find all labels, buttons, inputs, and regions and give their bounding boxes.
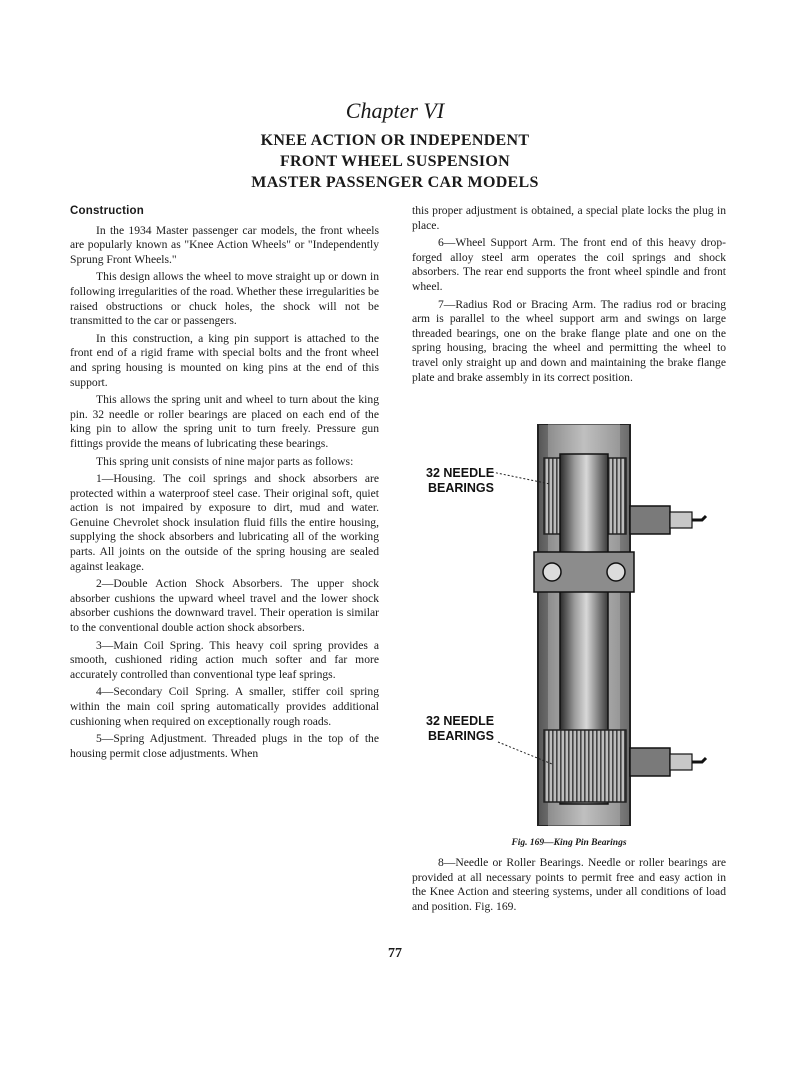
title-line: MASTER PASSENGER CAR MODELS bbox=[251, 174, 539, 191]
paragraph: 2—Double Action Shock Absorbers. The upper shock absorber cushions the upward wheel travel and the lower shock absorber cushions the downward travel. Their operation is similar to the conventional double action shock absorbers. bbox=[70, 577, 379, 635]
section-heading: Construction bbox=[70, 205, 144, 217]
callout-line: 32 NEEDLE bbox=[426, 466, 495, 480]
paragraph: 7—Radius Rod or Bracing Arm. The radius rod or bracing arm is parallel to the wheel support arm and swings on large threaded bearings, one on the brake flange plate and one on the spring housing, bracing the wheel and permitting the wheel to travel only straight up and down and maintaining the brake flange plate and brake assembly in its correct position. bbox=[412, 297, 726, 384]
paragraph: 6—Wheel Support Arm. The front end of this heavy drop-forged alloy steel arm operates the coil springs and shock absorbers. The rear end supports the front wheel spindle and front wheel. bbox=[412, 236, 726, 293]
title-line: KNEE ACTION OR INDEPENDENT bbox=[260, 132, 530, 149]
paragraph: This design allows the wheel to move straight up or down in following irregularities of the road. Whether these irregularities be raised obstructions or chuck holes, the shock will not be transmitted to the car or passengers. bbox=[70, 270, 379, 328]
page-title bbox=[0, 130, 790, 193]
paragraph: 1—Housing. The coil springs and shock absorbers are protected within a waterproof steel case. Their original soft, quiet action is not impaired by exposure to dirt, mud and water. Genuine Chevrolet shock insulation fluid fills the entire housing, supplying the shock absorbers and lubricating all of the working parts. All joints on the outside of the spring housing are sealed against leakage. bbox=[70, 472, 379, 573]
callout-line: BEARINGS bbox=[428, 481, 494, 495]
grease-fitting-bottom bbox=[630, 748, 706, 776]
paragraph: This spring unit consists of nine major parts as follows: bbox=[96, 454, 354, 468]
callout-top bbox=[426, 466, 494, 496]
paragraph: 4—Secondary Coil Spring. A smaller, stiffer coil spring within the main coil spring automatically provides additional cushioning when required on exceptionally rough roads. bbox=[70, 685, 379, 728]
right-column bbox=[412, 204, 726, 388]
paragraph: In the 1934 Master passenger car models, the front wheels are popularly known as "Knee Action Wheels" or "Independently Sprung Front Wheels." bbox=[70, 223, 379, 266]
right-column-bottom bbox=[412, 856, 726, 917]
grease-fitting-top bbox=[630, 506, 706, 534]
paragraph: 5—Spring Adjustment. Threaded plugs in the top of the housing permit close adjustments. When bbox=[70, 732, 379, 760]
title-line: FRONT WHEEL SUSPENSION bbox=[279, 153, 511, 170]
left-column bbox=[70, 204, 379, 764]
paragraph: 3—Main Coil Spring. This heavy coil spring provides a smooth, cushioned riding action much softer and far more accurately controlled than conventional type leaf springs. bbox=[70, 638, 379, 681]
page-number: 77 bbox=[388, 946, 402, 961]
paragraph: In this construction, a king pin support is attached to the front end of a rigid frame with special bolts and the front wheel and spring housing is mounted on king pins at the end of this support. bbox=[70, 331, 379, 389]
paragraph: 8—Needle or Roller Bearings. Needle or roller bearings are provided at all necessary points to permit free and easy action in the Knee Action and steering systems, under all conditions of load and position. Fig. 169. bbox=[412, 856, 726, 913]
chapter-heading: Chapter VI bbox=[345, 98, 445, 123]
figure-caption: Fig. 169—King Pin Bearings bbox=[511, 838, 627, 848]
callout-line: BEARINGS bbox=[428, 729, 494, 743]
paragraph: This allows the spring unit and wheel to turn about the king pin. 32 needle or roller bearings are placed on each end of the king pin to allow the spring unit to turn freely. Pressure gun fittings provide the means of lubricating these bearings. bbox=[70, 393, 379, 450]
callout-bottom bbox=[426, 714, 494, 744]
paragraph: this proper adjustment is obtained, a special plate locks the plug in place. bbox=[412, 204, 726, 232]
callout-line: 32 NEEDLE bbox=[426, 714, 495, 728]
